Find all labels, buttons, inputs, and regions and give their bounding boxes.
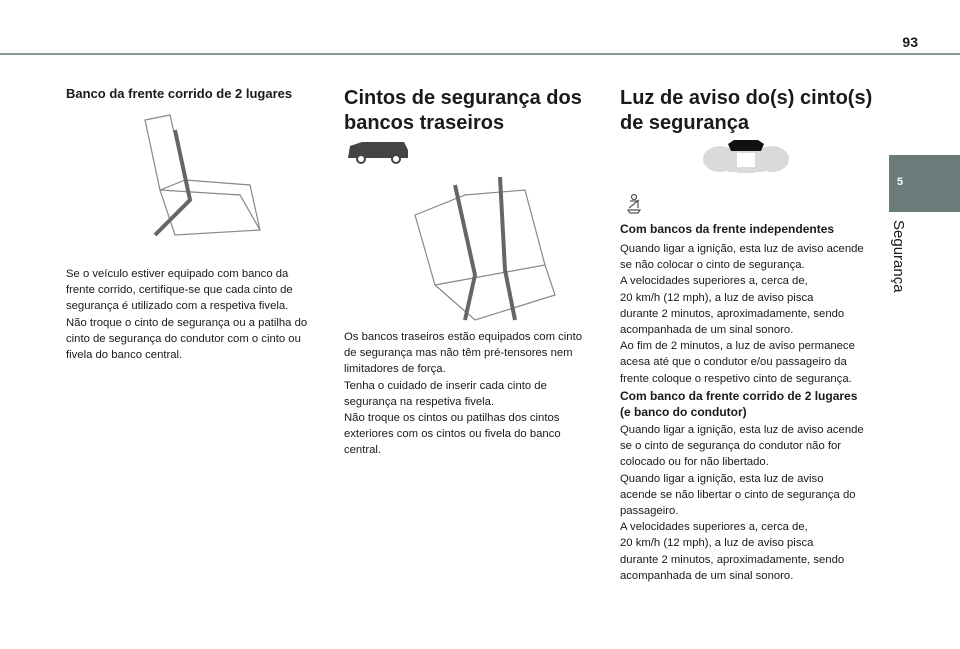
paragraph: Os bancos traseiros estão equipados com cinto de segurança mas não têm pré-tensores nem limitadores de força. Tenha o cuidado de inserir cada cinto de segurança na respetiva fivela. Não troque os cintos ou patilhas dos cintos exteriores com os cintos ou fivela do banco central.	[344, 331, 582, 457]
paragraph: Quando ligar a ignição, esta luz de aviso acende se não colocar o cinto de segurança. A velocidades superiores a, cerca de, 20 km/h (12 mph), a luz de aviso pisca durante 2 minutos, aproximadamente, sendo acompanhada de um sinal sonoro. Ao fim de 2 minutos, a luz de aviso permanece acesa até que o condutor e/ou passageiro da frente coloque o respetivo cinto de segurança.	[620, 243, 864, 385]
section-heading: Banco da frente corrido de 2 lugares	[66, 86, 293, 101]
seatbelt-warning-icon	[624, 194, 644, 214]
chapter-label: Segurança	[890, 220, 907, 293]
page-number: 93	[902, 34, 918, 50]
van-icon	[346, 140, 410, 164]
chapter-number: 5	[897, 176, 904, 188]
section-title: Cintos de segurança dos bancos traseiros	[344, 87, 582, 134]
front-bench-seat-illustration	[130, 110, 270, 245]
section-title: Luz de aviso do(s) cinto(s) de segurança	[620, 87, 873, 134]
subheading: Com bancos da frente independentes	[620, 222, 835, 236]
instrument-cluster-icon	[703, 140, 789, 176]
subheading: Com banco da frente corrido de 2 lugares (e banco do condutor)	[620, 389, 858, 419]
paragraph: Quando ligar a ignição, esta luz de aviso acende se o cinto de segurança do condutor não for colocado ou for não libertado. Quando ligar a ignição, esta luz de aviso acende se não libertar o cinto de segurança do passageiro. A velocidades superiores a, cerca de, 20 km/h (12 mph), a luz de aviso pisca durante 2 minutos, aproximadamente, sendo acompanhada de um sinal sonoro.	[620, 424, 864, 582]
paragraph: Se o veículo estiver equipado com banco da frente corrido, certifique-se que cada cinto de segurança é utilizado com a respetiva fivela. Não troque o cinto de segurança ou a patilha do cinto de segurança do condutor com o cinto ou fivela do banco central.	[66, 268, 308, 362]
rear-seats-illustration	[405, 175, 565, 323]
header-divider	[0, 53, 960, 55]
